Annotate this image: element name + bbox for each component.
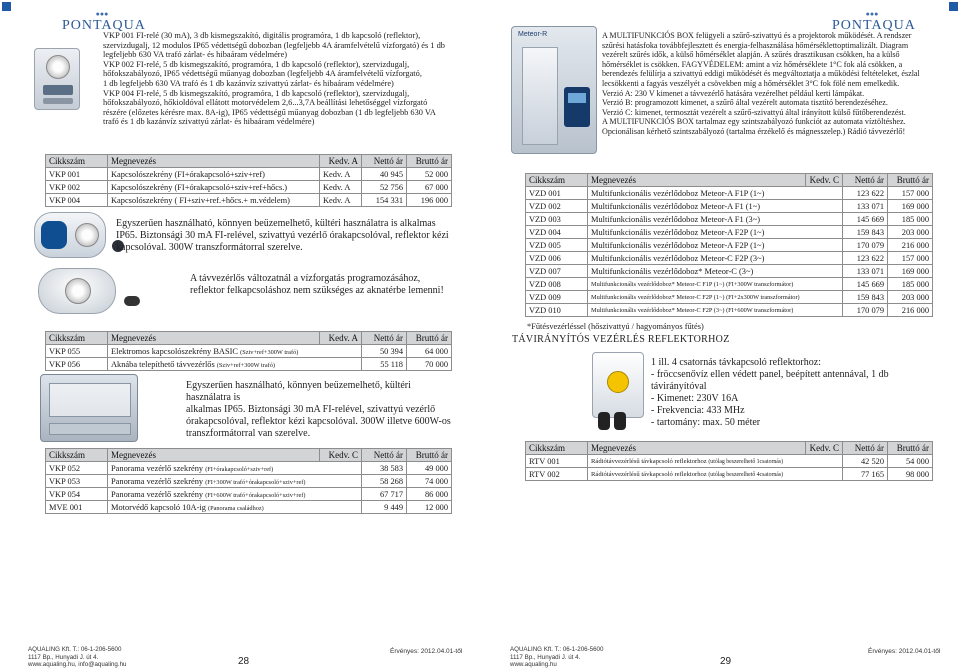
table-row	[526, 291, 933, 304]
table-row	[46, 501, 452, 514]
validity-left: Érvényes: 2012.04.01-től	[390, 648, 463, 655]
name-cell: Multifunkcionális vezérlődoboz* Meteor-C F2P (1~) (FI+2x300W transzformátor)	[588, 291, 843, 304]
gross-price-cell: 196 000	[407, 194, 452, 207]
panorama-description	[186, 380, 456, 440]
spec-line: - Frekvencia: 433 MHz	[651, 405, 745, 416]
table-row	[46, 462, 452, 475]
intro-line: részére (előzetes kérésre max. 8A-ig), IP65 védettségű műanyag dobozban (1 db legfeljebb 630 VA	[103, 107, 436, 117]
table-row	[526, 239, 933, 252]
spec-line: - tartomány: max. 50 méter	[651, 417, 761, 428]
name-cell: Multifunkcionális vezérlődoboz* Meteor-C F1P (1~) (FI+300W transzformátor)	[588, 278, 843, 291]
table-row	[46, 194, 452, 207]
net-price-cell: 77 165	[843, 468, 888, 481]
spec-line: 1 ill. 4 csatornás távkapcsoló reflektorhoz:	[651, 357, 821, 368]
gross-price-cell: 185 000	[888, 278, 933, 291]
intro-line: Opcionálisan kérhető szintszabályozó (tartalma érzékelő és mágnesszelep.) Rádió távvezérlő!	[602, 126, 906, 136]
net-price-cell: 50 394	[362, 345, 407, 358]
table-row	[526, 455, 933, 468]
intro-line: 1 db legfeljebb 630 VA trafó és 1 db kazánvíz szivattyú zárlat- és hibaáram védelmére)	[103, 78, 394, 88]
name-cell: Kapcsolószekrény ( FI+sziv+ref.+hőcs.+ m.védelem)	[108, 194, 320, 207]
col-header: Cikkszám	[46, 332, 108, 345]
col-header: Megnevezés	[108, 332, 320, 345]
discount-cell: Kedv. A	[320, 194, 362, 207]
price-table-rtv	[525, 441, 933, 481]
table-row	[526, 187, 933, 200]
meteor-device-image	[511, 26, 597, 154]
table-row	[526, 468, 933, 481]
sku-cell: VKP 055	[46, 345, 108, 358]
col-header: Nettó ár	[362, 155, 407, 168]
intro-line: VKP 001 FI-relé (30 mA), 3 db kismegszakító, digitális programóra, 1 db kapcsoló (reflektor),	[103, 31, 421, 40]
col-header: Megnevezés	[588, 442, 806, 455]
footer-right	[510, 646, 603, 669]
page-number-right: 29	[720, 656, 732, 667]
col-header: Cikkszám	[46, 449, 108, 462]
table-row	[46, 345, 452, 358]
col-header: Bruttó ár	[888, 174, 933, 187]
col-header: Nettó ár	[843, 174, 888, 187]
net-price-cell: 170 079	[843, 239, 888, 252]
net-price-cell: 58 268	[362, 475, 407, 488]
intro-line: Verzió B: programozott kimenet, a szűrő által vezérelt automata tisztító berendezéséhez.	[602, 98, 888, 108]
sku-cell: RTV 002	[526, 468, 588, 481]
net-price-cell: 159 843	[843, 291, 888, 304]
table-header-row	[46, 332, 452, 345]
logo-mark: ●●●	[865, 10, 879, 18]
intro-line: hőfokszabályozó, hőkioldóval ellátott motorvédelem 2,6...3,7A beállítási lehetőséggel vízforgató	[103, 98, 428, 108]
intro-line: A MULTIFUNKCIÓS BOX tartalmaz egy szintszabályozó funkciót az automata víztöltéshez.	[602, 117, 906, 127]
table-row	[526, 226, 933, 239]
col-header: Cikkszám	[46, 155, 108, 168]
spec-line: - fröccsenővíz ellen védett panel, beépített antennával, 1 db	[651, 369, 889, 380]
gross-price-cell: 169 000	[888, 200, 933, 213]
gross-price-cell: 64 000	[407, 345, 452, 358]
intro-line: vezérelt szűrés idők, a külső hőmérséklet alapján. A szűrés drasztikusan csökken, ha a külső	[602, 50, 900, 60]
gross-price-cell: 157 000	[888, 187, 933, 200]
col-header: Kedv. C	[806, 442, 843, 455]
name-cell: Multifunkcionális vezérlődoboz Meteor-C F2P (3~)	[588, 252, 843, 265]
desc-line: órakapcsolóval, reflektor kézi kapcsolóval. 300W illetve 600W-os	[186, 416, 451, 427]
table-row	[526, 213, 933, 226]
basic-description	[116, 218, 456, 254]
table-header-row	[526, 174, 933, 187]
intro-line: szűrési hatásfoka továbbfejlesztett és energia-felhasználása hőmérséklettoptimalizált. Diagram	[602, 40, 909, 50]
name-cell: Kapcsolószekrény (FI+órakapcsoló+sziv+ref)	[108, 168, 320, 181]
name-cell: Multifunkcionális vezérlődoboz* Meteor-C (3~)	[588, 265, 843, 278]
intro-line: trafó és 1 db kazánvíz szivattyú zárlat- és hibaáram védelmére)	[103, 117, 315, 127]
name-note: (Sziv+ref+300W trafó)	[216, 361, 276, 369]
gross-price-cell: 54 000	[888, 455, 933, 468]
col-header: Kedv. C	[320, 449, 362, 462]
name-text: Rádiótávvezérlésű távkapcsoló reflektorhoz	[591, 457, 707, 465]
name-text: Panorama vezérlő szekrény	[111, 463, 204, 473]
name-note: (Panorama családhoz)	[208, 504, 264, 512]
intro-line: berendezés felülírja a szivattyú eddigi működését és megváltoztatja a működési feltételeket, észlal	[602, 69, 920, 79]
name-text: Motorvédő kapcsoló 10A-ig	[111, 502, 206, 512]
name-text: Aknába telepíthető távvezérlős	[111, 359, 215, 369]
gross-price-cell: 157 000	[888, 252, 933, 265]
sku-cell: VZD 002	[526, 200, 588, 213]
gross-price-cell: 203 000	[888, 226, 933, 239]
sku-cell: VZD 001	[526, 187, 588, 200]
net-price-cell: 145 669	[843, 278, 888, 291]
net-price-cell: 133 071	[843, 200, 888, 213]
net-price-cell: 42 520	[843, 455, 888, 468]
footer-line: AQUALING Kft. T.: 06-1-206-5600	[28, 646, 122, 653]
gross-price-cell: 74 000	[407, 475, 452, 488]
col-header: Megnevezés	[108, 449, 320, 462]
desc-line: IP65. Biztonsági 30 mA FI-relével, szivattyú vezérlő órakapcsolóval, reflektor kézi	[116, 230, 449, 241]
name-cell	[108, 358, 362, 371]
gross-price-cell: 67 000	[407, 181, 452, 194]
col-header: Cikkszám	[526, 442, 588, 455]
intro-line: VKP 004 FI-relé, 5 db kismegszakító, programóra, 1 db kapcsoló (reflektor), szervizdugalj,	[103, 88, 410, 98]
desc-line: Egyszerűen használható, könnyen beüzemelhető, kültéri használatra is	[186, 380, 411, 403]
name-cell: Multifunkcionális vezérlődoboz Meteor-A F1 (3~)	[588, 213, 843, 226]
table-row	[46, 181, 452, 194]
sku-cell: VZD 003	[526, 213, 588, 226]
name-cell	[108, 462, 362, 475]
name-note: (FI+300W trafó+órakapcsoló+sziv+ref)	[205, 478, 306, 486]
timer-dial	[46, 55, 70, 79]
price-table-vkp-3	[45, 448, 452, 514]
gross-price-cell: 12 000	[407, 501, 452, 514]
table-row	[46, 358, 452, 371]
footer-line: 1117 Bp., Hunyadi J. út 4.	[28, 653, 99, 661]
intro-text-right	[602, 31, 957, 137]
sku-cell: VKP 001	[46, 168, 108, 181]
col-header: Kedv. A	[320, 332, 362, 345]
col-header: Cikkszám	[526, 174, 588, 187]
name-cell	[108, 475, 362, 488]
col-header: Kedv. C	[806, 174, 843, 187]
col-header: Nettó ár	[843, 442, 888, 455]
table-header-row	[46, 155, 452, 168]
col-header: Bruttó ár	[407, 155, 452, 168]
sku-cell: VZD 010	[526, 304, 588, 317]
name-note: (utólag beszerelhető 4csatornás)	[708, 471, 784, 478]
sku-cell: VZD 009	[526, 291, 588, 304]
col-header: Nettó ár	[362, 449, 407, 462]
table-header-row	[46, 449, 452, 462]
net-price-cell: 123 622	[843, 187, 888, 200]
sku-cell: VZD 005	[526, 239, 588, 252]
sku-cell: VKP 054	[46, 488, 108, 501]
footer-line: AQUALING Kft. T.: 06-1-206-5600	[510, 646, 604, 653]
gross-price-cell: 52 000	[407, 168, 452, 181]
net-price-cell: 154 331	[362, 194, 407, 207]
remote-description	[190, 273, 458, 297]
col-header: Bruttó ár	[407, 332, 452, 345]
name-text: Panorama vezérlő szekrény	[111, 476, 204, 486]
name-cell: Multifunkcionális vezérlődoboz Meteor-A F2P (1~)	[588, 226, 843, 239]
col-header: Megnevezés	[108, 155, 320, 168]
name-cell	[108, 345, 362, 358]
gross-price-cell: 185 000	[888, 213, 933, 226]
sku-cell: MVE 001	[46, 501, 108, 514]
net-price-cell: 55 118	[362, 358, 407, 371]
remote-fob-icon	[614, 412, 626, 430]
name-note: (Sziv+ref+300W trafó)	[240, 348, 299, 356]
table-row	[526, 200, 933, 213]
intro-line: hőmérséklet is csökken. FAGYVÉDELEM: amint a víz hőmérséklete 1°C fok alá csökken, a	[602, 59, 903, 69]
intro-text-left	[103, 31, 453, 127]
sku-cell: VZD 008	[526, 278, 588, 291]
spec-line: távirányítóval	[651, 381, 707, 392]
sku-cell: VZD 004	[526, 226, 588, 239]
discount-cell: Kedv. A	[320, 168, 362, 181]
discount-cell: Kedv. A	[320, 181, 362, 194]
name-text: Panorama vezérlő szekrény	[111, 489, 204, 499]
col-header: Megnevezés	[588, 174, 806, 187]
name-cell	[588, 468, 843, 481]
gross-price-cell: 169 000	[888, 265, 933, 278]
intro-line: VKP 002 FI-relé, 5 db kismegszakító, programóra, 1 db kapcsoló (reflektor), szervizdugalj,	[103, 59, 410, 69]
remote-fob-icon	[124, 296, 140, 306]
desc-line: kapcsolóval. 300W transzformátorral szerelve.	[116, 242, 303, 253]
table-row	[526, 265, 933, 278]
brand-logo-left	[62, 10, 146, 33]
name-cell: Multifunkcionális vezérlődoboz* Meteor-C F2P (3~) (FI+600W transzformátor)	[588, 304, 843, 317]
validity-right: Érvényes: 2012.04.01-től	[868, 648, 941, 655]
desc-line: A távvezérlős változatnál a vízforgatás programozásához,	[190, 273, 421, 284]
remote-fob-icon	[598, 412, 610, 430]
gross-price-cell: 203 000	[888, 291, 933, 304]
net-price-cell: 170 079	[843, 304, 888, 317]
table-row	[526, 278, 933, 291]
table-row	[526, 252, 933, 265]
net-price-cell: 67 717	[362, 488, 407, 501]
intro-line: hőfokszabályozó, IP65 védettségű műanyag dobozban (legfeljebb 4A áramfelvételű vízforgató,	[103, 69, 422, 79]
desc-line: alkalmas IP65. Biztonsági 30 mA FI-relével, szivattyú vezérlő	[186, 404, 436, 415]
col-header: Kedv. A	[320, 155, 362, 168]
intro-line: A MULTIFUNKCIÓS BOX felügyeli a szűrő-szivattyú és a projektorok működését. A rendszer	[602, 31, 912, 40]
sku-cell: RTV 001	[526, 455, 588, 468]
sku-cell: VZD 006	[526, 252, 588, 265]
pit-control-box-image	[38, 268, 116, 314]
gross-price-cell: 86 000	[407, 488, 452, 501]
section-title: TÁVIRÁNYÍTÓS VEZÉRLÉS REFLEKTORHOZ	[512, 334, 730, 345]
footer-line: 1117 Bp., Hunyadi J. út 4.	[510, 653, 581, 661]
name-cell	[588, 455, 843, 468]
name-note: (FI+órakapcsoló+sziv+ref)	[205, 465, 274, 473]
intro-line: Verzió C: kimenet, termosztát vezérelt a szűrő-szivattyú által irányított külső fűtőberendezést.	[602, 107, 906, 117]
intro-line: Verzió A: 230 V kimenet a távvezérlő hatására vezérelhet például kerti lámpákat.	[602, 88, 865, 98]
name-text: Rádiótávvezérlésű távkapcsoló reflektorhoz	[591, 470, 707, 478]
device-label: Meteor-R	[518, 31, 548, 38]
table-row	[526, 304, 933, 317]
remote-spec	[651, 357, 935, 429]
net-price-cell: 159 843	[843, 226, 888, 239]
name-cell: Multifunkcionális vezérlődoboz Meteor-A F1P (1~)	[588, 187, 843, 200]
name-note: (utólag beszerelhető 1csatornás)	[708, 458, 784, 465]
sku-cell: VKP 053	[46, 475, 108, 488]
gross-price-cell: 49 000	[407, 462, 452, 475]
net-price-cell: 38 583	[362, 462, 407, 475]
gross-price-cell: 98 000	[888, 468, 933, 481]
footer-left	[28, 646, 126, 669]
corner-square-right	[949, 2, 958, 11]
footer-line: www.aqualing.hu	[510, 661, 557, 668]
logo-mark: ●●●	[95, 10, 109, 18]
name-cell	[108, 488, 362, 501]
name-note: (FI+600W trafó+órakapcsoló+sziv+ref)	[205, 491, 306, 499]
corner-square-left	[2, 2, 11, 11]
price-table-vzd	[525, 173, 933, 317]
intro-line: lecsökkenti a fagyás veszélyét a csövekben míg a hőmérséklet 3°C fok fölé nem emelkedik.	[602, 78, 900, 88]
intro-line: szervizdugalj, 12 modulos IP65 védettségű dobozban (legfeljebb 4A áramfelvételű vízforgató) és 1 db	[103, 40, 445, 50]
remote-switch-image	[592, 352, 644, 418]
table-row	[46, 168, 452, 181]
name-cell	[108, 501, 362, 514]
net-price-cell: 9 449	[362, 501, 407, 514]
sku-cell: VZD 007	[526, 265, 588, 278]
table-row	[46, 475, 452, 488]
desc-line: reflektor felkapcsoláshoz nem szükséges az aknatérbe lemenni!	[190, 285, 444, 296]
table-row	[46, 488, 452, 501]
name-cell: Multifunkcionális vezérlődoboz Meteor-A F1 (1~)	[588, 200, 843, 213]
net-price-cell: 133 071	[843, 265, 888, 278]
sku-cell: VKP 056	[46, 358, 108, 371]
net-price-cell: 52 756	[362, 181, 407, 194]
net-price-cell: 40 945	[362, 168, 407, 181]
gross-price-cell: 216 000	[888, 304, 933, 317]
price-table-vkp-2	[45, 331, 452, 371]
gross-price-cell: 70 000	[407, 358, 452, 371]
desc-line: transzformátorral van szerelve.	[186, 428, 311, 439]
intro-line: legfeljebb 630 VA trafó zárlat- és hibaáram védelmére)	[103, 50, 288, 60]
sku-cell: VKP 004	[46, 194, 108, 207]
desc-line: Egyszerűen használható, könnyen beüzemelhető, kültéri használatra is alkalmas	[116, 218, 436, 229]
brand-logo-right	[832, 10, 916, 33]
price-table-vkp-1	[45, 154, 452, 207]
col-header: Bruttó ár	[888, 442, 933, 455]
table-header-row	[526, 442, 933, 455]
spec-line: - Kimenet: 230V 16A	[651, 393, 739, 404]
gross-price-cell: 216 000	[888, 239, 933, 252]
sku-cell: VKP 052	[46, 462, 108, 475]
net-price-cell: 145 669	[843, 213, 888, 226]
page-number-left: 28	[238, 656, 250, 667]
control-box-image	[34, 48, 80, 110]
sku-cell: VKP 002	[46, 181, 108, 194]
basic-control-box-image	[34, 212, 106, 258]
panorama-box-image	[40, 374, 138, 442]
logo-text: PONTAQUA	[832, 18, 916, 33]
name-cell: Kapcsolószekrény (FI+órakapcsoló+sziv+ref+hőcs.)	[108, 181, 320, 194]
col-header: Nettó ár	[362, 332, 407, 345]
footnote: *Fűtésvezérléssel (hőszivattyú / hagyományos fűtés)	[527, 322, 704, 331]
net-price-cell: 123 622	[843, 252, 888, 265]
logo-text: PONTAQUA	[62, 18, 146, 33]
footer-line: www.aqualing.hu, info@aqualing.hu	[28, 661, 127, 668]
name-text: Elektromos kapcsolószekrény BASIC	[111, 346, 238, 356]
col-header: Bruttó ár	[407, 449, 452, 462]
name-cell: Multifunkcionális vezérlődoboz Meteor-A F2P (1~)	[588, 239, 843, 252]
